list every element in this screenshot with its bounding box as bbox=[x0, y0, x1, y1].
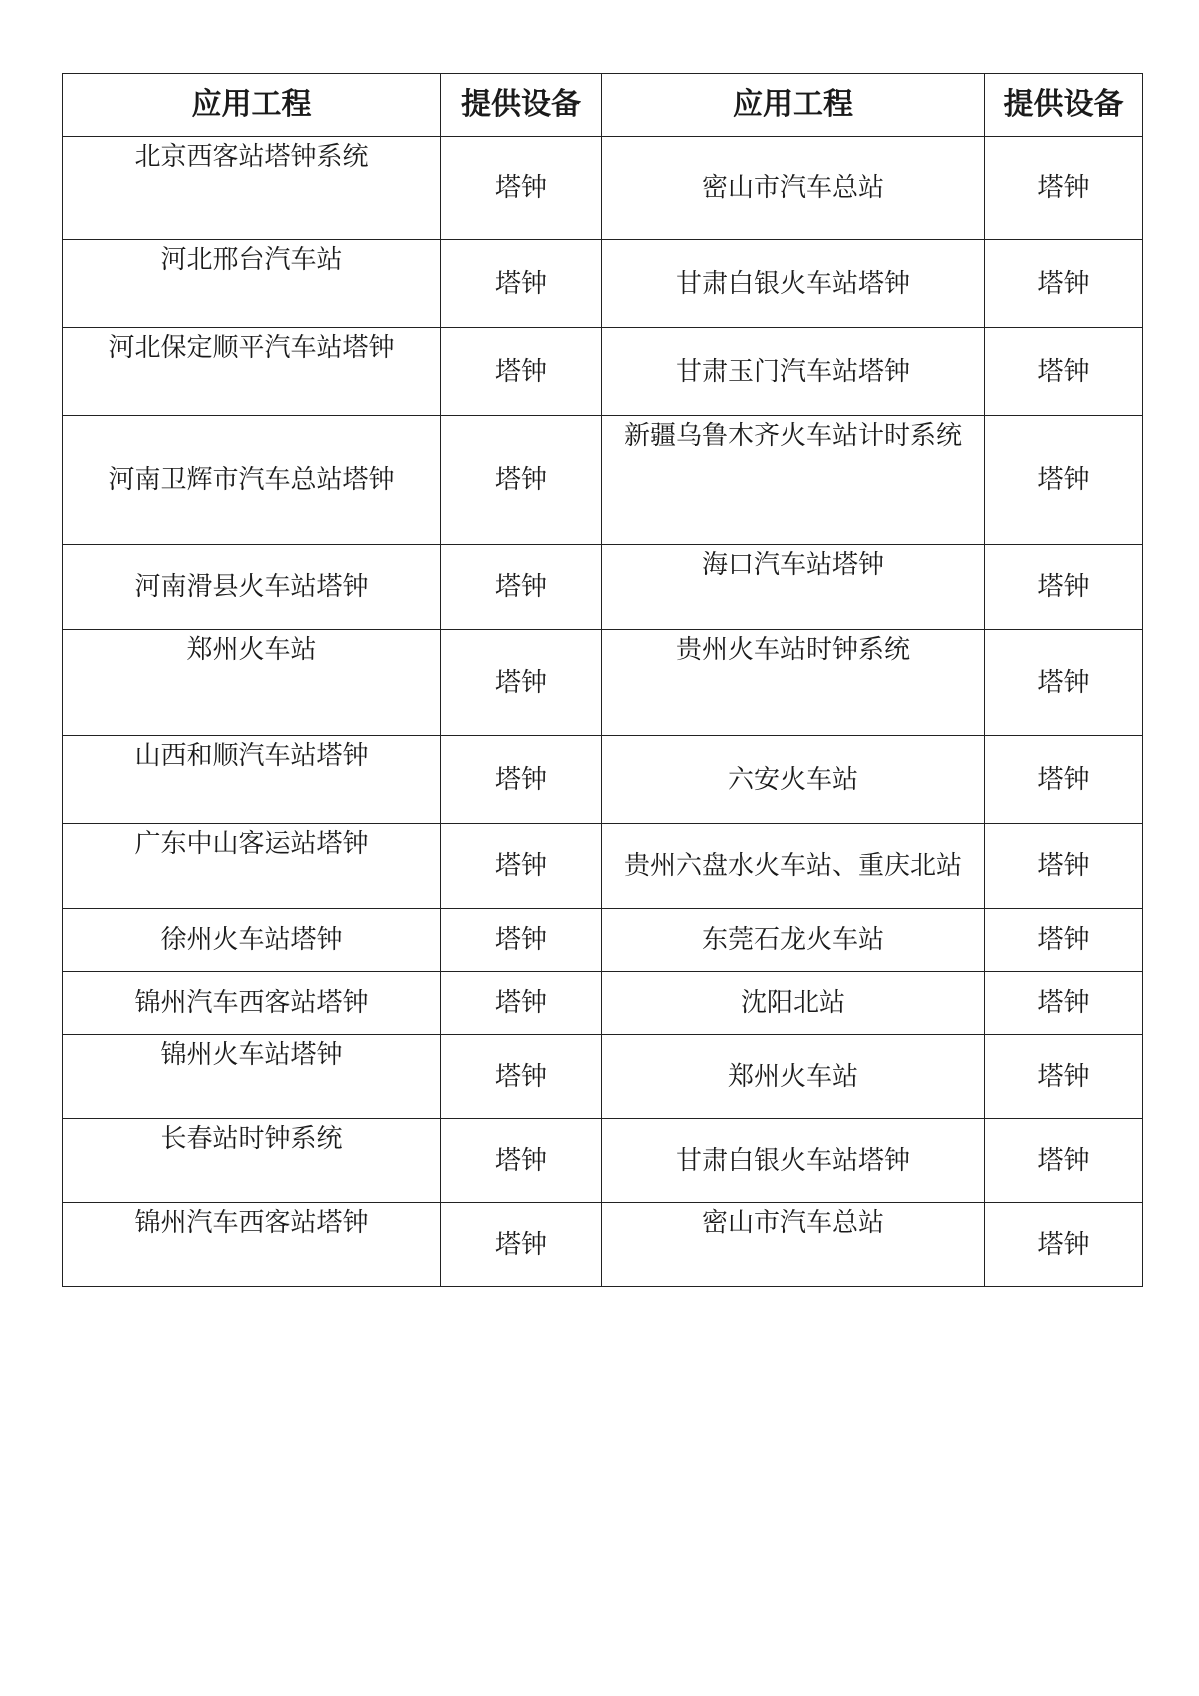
project-left: 锦州汽车西客站塔钟 bbox=[63, 1203, 441, 1287]
equipment-left: 塔钟 bbox=[441, 1203, 602, 1287]
equipment-left: 塔钟 bbox=[441, 137, 602, 240]
project-right: 贵州火车站时钟系统 bbox=[602, 630, 985, 736]
table-row bbox=[63, 137, 1143, 240]
header-equipment-right: 提供设备 bbox=[985, 74, 1143, 137]
equipment-left: 塔钟 bbox=[441, 909, 602, 972]
table-row bbox=[63, 1035, 1143, 1119]
equipment-right: 塔钟 bbox=[985, 416, 1143, 545]
project-right: 东莞石龙火车站 bbox=[602, 909, 985, 972]
equipment-right: 塔钟 bbox=[985, 137, 1143, 240]
equipment-left: 塔钟 bbox=[441, 972, 602, 1035]
table-row bbox=[63, 328, 1143, 416]
table-row bbox=[63, 416, 1143, 545]
equipment-right: 塔钟 bbox=[985, 328, 1143, 416]
equipment-right: 塔钟 bbox=[985, 545, 1143, 630]
project-right: 贵州六盘水火车站、重庆北站 bbox=[602, 824, 985, 909]
project-left: 广东中山客运站塔钟 bbox=[63, 824, 441, 909]
project-right: 密山市汽车总站 bbox=[602, 137, 985, 240]
table-row bbox=[63, 240, 1143, 328]
project-right: 新疆乌鲁木齐火车站计时系统 bbox=[602, 416, 985, 545]
equipment-right: 塔钟 bbox=[985, 1203, 1143, 1287]
project-left: 锦州汽车西客站塔钟 bbox=[63, 972, 441, 1035]
project-left: 河南滑县火车站塔钟 bbox=[63, 545, 441, 630]
header-equipment-left: 提供设备 bbox=[441, 74, 602, 137]
header-project-left: 应用工程 bbox=[63, 74, 441, 137]
project-right: 甘肃白银火车站塔钟 bbox=[602, 1119, 985, 1203]
project-left: 北京西客站塔钟系统 bbox=[63, 137, 441, 240]
header-project-right: 应用工程 bbox=[602, 74, 985, 137]
project-right: 沈阳北站 bbox=[602, 972, 985, 1035]
project-right: 郑州火车站 bbox=[602, 1035, 985, 1119]
project-right: 海口汽车站塔钟 bbox=[602, 545, 985, 630]
equipment-left: 塔钟 bbox=[441, 736, 602, 824]
table-row bbox=[63, 972, 1143, 1035]
equipment-left: 塔钟 bbox=[441, 545, 602, 630]
equipment-left: 塔钟 bbox=[441, 240, 602, 328]
equipment-left: 塔钟 bbox=[441, 630, 602, 736]
table-row bbox=[63, 1203, 1143, 1287]
project-left: 山西和顺汽车站塔钟 bbox=[63, 736, 441, 824]
table-row bbox=[63, 824, 1143, 909]
table-row bbox=[63, 630, 1143, 736]
equipment-left: 塔钟 bbox=[441, 328, 602, 416]
equipment-right: 塔钟 bbox=[985, 824, 1143, 909]
project-left: 锦州火车站塔钟 bbox=[63, 1035, 441, 1119]
equipment-right: 塔钟 bbox=[985, 1035, 1143, 1119]
equipment-right: 塔钟 bbox=[985, 972, 1143, 1035]
project-left: 徐州火车站塔钟 bbox=[63, 909, 441, 972]
project-left: 河北保定顺平汽车站塔钟 bbox=[63, 328, 441, 416]
equipment-left: 塔钟 bbox=[441, 416, 602, 545]
table-row bbox=[63, 736, 1143, 824]
projects-table bbox=[62, 73, 1143, 1287]
project-left: 郑州火车站 bbox=[63, 630, 441, 736]
project-right: 甘肃玉门汽车站塔钟 bbox=[602, 328, 985, 416]
table-row bbox=[63, 909, 1143, 972]
project-left: 河北邢台汽车站 bbox=[63, 240, 441, 328]
equipment-right: 塔钟 bbox=[985, 630, 1143, 736]
project-right: 甘肃白银火车站塔钟 bbox=[602, 240, 985, 328]
table-row bbox=[63, 1119, 1143, 1203]
project-left: 河南卫辉市汽车总站塔钟 bbox=[63, 416, 441, 545]
equipment-right: 塔钟 bbox=[985, 240, 1143, 328]
equipment-left: 塔钟 bbox=[441, 1119, 602, 1203]
equipment-left: 塔钟 bbox=[441, 824, 602, 909]
project-right: 密山市汽车总站 bbox=[602, 1203, 985, 1287]
equipment-right: 塔钟 bbox=[985, 1119, 1143, 1203]
header-row bbox=[63, 74, 1143, 137]
table-row bbox=[63, 545, 1143, 630]
project-left: 长春站时钟系统 bbox=[63, 1119, 441, 1203]
equipment-right: 塔钟 bbox=[985, 736, 1143, 824]
equipment-right: 塔钟 bbox=[985, 909, 1143, 972]
equipment-left: 塔钟 bbox=[441, 1035, 602, 1119]
project-right: 六安火车站 bbox=[602, 736, 985, 824]
